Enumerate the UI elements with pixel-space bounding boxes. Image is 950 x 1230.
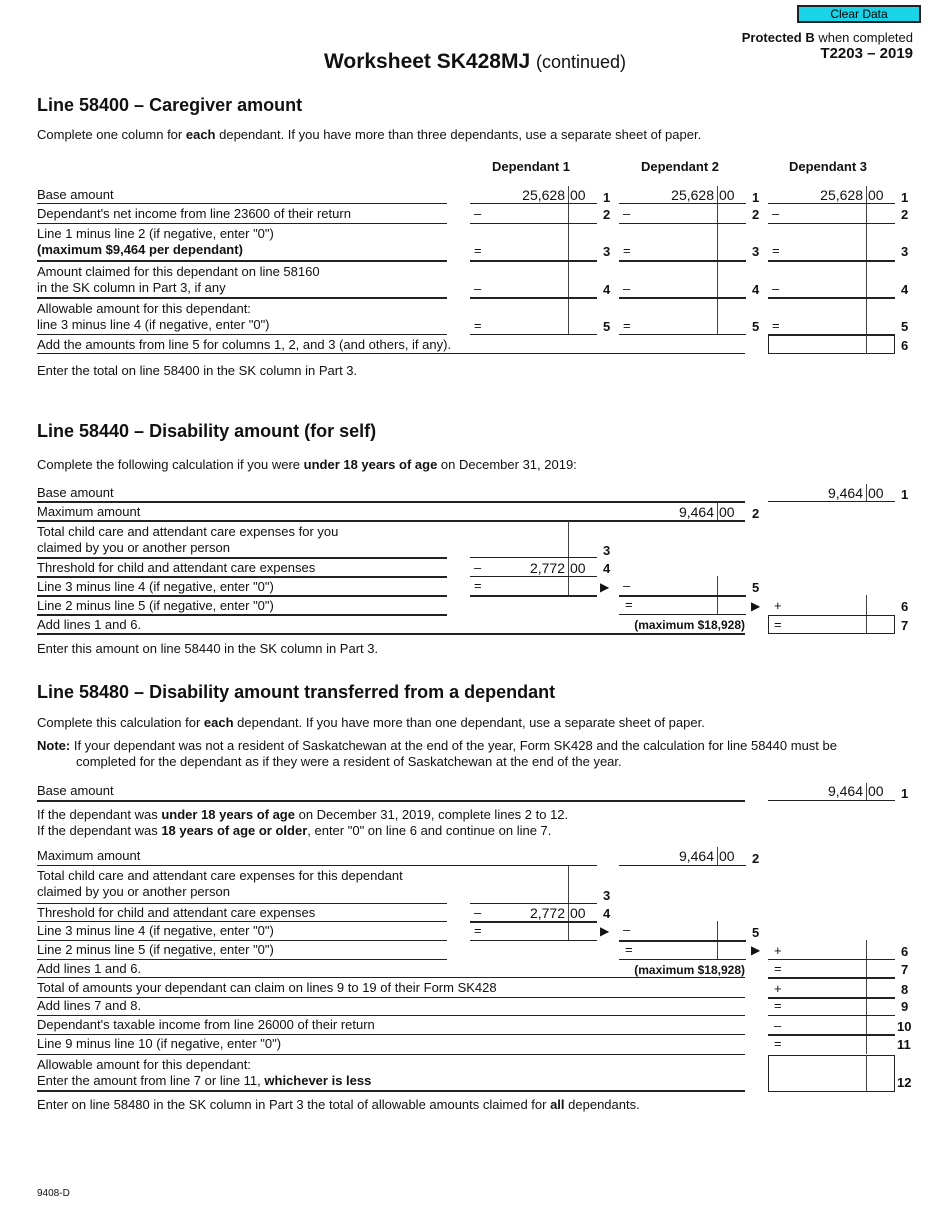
cond-text: If the dependant was <box>37 807 162 822</box>
intro-text: Complete this calculation for <box>37 715 204 730</box>
dt-line9-input[interactable] <box>785 998 863 1013</box>
ds-threshold-cents: 00 <box>570 560 586 576</box>
line-number: 3 <box>603 244 611 259</box>
line-number: 10 <box>897 1019 912 1034</box>
cond-text: on December 31, 2019, complete lines 2 to 12. <box>294 807 569 822</box>
column-header-dependant-2: Dependant 2 <box>641 159 720 174</box>
dep2-line5-input[interactable] <box>634 318 714 334</box>
cg-row5-label: Allowable amount for this dependant: <box>37 301 251 316</box>
cg-total-label: Add the amounts from line 5 for columns 1, 2, and 3 (and others, if any). <box>37 337 452 352</box>
dt-line7-input[interactable] <box>785 961 863 976</box>
dt-row3-label2: claimed by you or another person <box>37 884 230 899</box>
caregiver-intro <box>37 127 701 143</box>
ds-row4-label: Threshold for child and attendant care expenses <box>37 560 316 575</box>
dt-note-line2: completed for the dependant as if they were a resident of Saskatchewan at the end of the year. <box>76 754 622 769</box>
note-text: If your dependant was not a resident of Saskatchewan at the end of the year, Form SK428 and the calculation for line 58440 must be <box>70 738 837 753</box>
equals-icon: = <box>772 243 780 258</box>
dt-line8-input[interactable] <box>785 980 863 995</box>
line-number: 7 <box>901 618 909 633</box>
plus-icon: + <box>774 598 782 613</box>
equals-icon: = <box>474 318 482 333</box>
cg-row3-label-bold: (maximum $9,464 per dependant) <box>37 242 243 257</box>
dt-row2-label: Maximum amount <box>37 848 141 863</box>
ds-row5-label: Line 3 minus line 4 (if negative, enter "0") <box>37 579 274 594</box>
dep3-base-cents: 00 <box>868 187 884 203</box>
dt-note <box>37 738 837 754</box>
dep3-line2-input[interactable] <box>783 206 863 222</box>
line-number: 1 <box>603 190 611 205</box>
cg-row3-label: Line 1 minus line 2 (if negative, enter "0") <box>37 226 274 241</box>
form-id: T2203 – 2019 <box>820 45 913 62</box>
ds-threshold-amount: 2,772 <box>529 560 565 576</box>
dt-line10-input[interactable] <box>785 1017 863 1032</box>
intro-text: Complete the following calculation if you were <box>37 457 304 472</box>
dt-base-amount: 9,464 <box>827 783 863 799</box>
minus-icon: – <box>774 1018 782 1033</box>
protected-label <box>742 30 913 46</box>
line-number: 1 <box>901 786 909 801</box>
dep3-base-amount: 25,628 <box>820 187 863 203</box>
minus-icon: – <box>623 281 631 296</box>
dt-row9-label: Add lines 7 and 8. <box>37 998 142 1013</box>
line-number: 2 <box>752 207 760 222</box>
line-number: 4 <box>603 282 611 297</box>
ds-row7-label: Add lines 1 and 6. <box>37 617 142 632</box>
cond-text: If the dependant was <box>37 823 162 838</box>
dt-line11-input[interactable] <box>785 1036 863 1051</box>
dt-line12-input[interactable] <box>772 1074 862 1089</box>
cond-text: , enter "0" on line 6 and continue on line 7. <box>307 823 552 838</box>
line-number: 2 <box>901 207 909 222</box>
line-number: 2 <box>752 851 760 866</box>
dt-line6-mid-input[interactable] <box>634 942 714 958</box>
intro-bold: each <box>203 715 234 730</box>
line-number: 5 <box>901 319 909 334</box>
ds-line3-input[interactable] <box>475 540 565 556</box>
minus-icon: – <box>623 206 631 221</box>
equals-icon: = <box>474 578 482 593</box>
dep3-line5-input[interactable] <box>783 318 863 334</box>
dt-row8-label: Total of amounts your dependant can claim on lines 9 to 19 of their Form SK428 <box>37 980 497 995</box>
ds-line5-mid-input[interactable] <box>634 579 714 595</box>
dt-line3-input[interactable] <box>475 884 565 900</box>
ds-max-amount: 9,464 <box>678 504 714 520</box>
dep1-base-cents: 00 <box>570 187 586 203</box>
protected-rest: when completed <box>814 30 913 45</box>
dt-base-cents: 00 <box>868 783 884 799</box>
note-label: Note: <box>37 738 71 753</box>
equals-icon: = <box>625 942 633 957</box>
ds-row2-label: Maximum amount <box>37 504 141 519</box>
dt-condition-1 <box>37 807 568 823</box>
minus-icon: – <box>474 281 482 296</box>
label-bold: whichever is less <box>264 1073 372 1088</box>
dep1-base-amount: 25,628 <box>522 187 565 203</box>
ds-max-cents: 00 <box>719 504 735 520</box>
column-header-dependant-3: Dependant 3 <box>789 159 868 174</box>
line-number: 5 <box>752 580 760 595</box>
cg-row5-label2: line 3 minus line 4 (if negative, enter "0") <box>37 317 270 332</box>
dt-row7-label: Add lines 1 and 6. <box>37 961 142 976</box>
dep2-line2-input[interactable] <box>634 206 714 222</box>
equals-icon: = <box>774 998 782 1013</box>
intro-text: Complete one column for <box>37 127 186 142</box>
disability-transfer-heading: Line 58480 – Disability amount transferred from a dependant <box>37 682 556 702</box>
cg-row4-label2: in the SK column in Part 3, if any <box>37 280 226 295</box>
dt-line5-left-input[interactable] <box>485 923 565 939</box>
minus-icon: – <box>623 578 631 593</box>
dt-row12-label2 <box>37 1073 371 1089</box>
footer-text: dependants. <box>564 1097 640 1112</box>
dep1-line2-input[interactable] <box>485 206 565 222</box>
line-number: 3 <box>603 888 611 903</box>
dt-line5-mid-input[interactable] <box>634 923 714 939</box>
dt-row6-label: Line 2 minus line 5 (if negative, enter "0") <box>37 942 274 957</box>
dep2-base-amount: 25,628 <box>671 187 714 203</box>
plus-icon: + <box>774 981 782 996</box>
equals-icon: = <box>474 243 482 258</box>
line-number: 5 <box>603 319 611 334</box>
equals-icon: = <box>774 1036 782 1051</box>
dt-threshold-amount: 2,772 <box>529 905 565 921</box>
label-text: Enter the amount from line 7 or line 11, <box>37 1073 265 1088</box>
plus-icon: + <box>774 943 782 958</box>
line-number: 12 <box>897 1075 912 1090</box>
dt-condition-2 <box>37 823 551 839</box>
cg-row1-label: Base amount <box>37 187 114 202</box>
dt-row5-label: Line 3 minus line 4 (if negative, enter "0") <box>37 923 274 938</box>
dt-row4-label: Threshold for child and attendant care expenses <box>37 905 316 920</box>
dt-footer <box>37 1097 640 1113</box>
ds-row3-label2: claimed by you or another person <box>37 540 230 555</box>
ds-row1-label: Base amount <box>37 485 114 500</box>
line-number: 7 <box>901 962 909 977</box>
cond-bold: under 18 years of age <box>161 807 295 822</box>
intro-text: dependant. If you have more than one dependant, use a separate sheet of paper. <box>233 715 705 730</box>
line-number: 6 <box>901 338 909 353</box>
dt-row3-label: Total child care and attendant care expenses for this dependant <box>37 868 403 883</box>
line-number: 5 <box>752 925 760 940</box>
clear-data-button[interactable]: Clear Data <box>797 5 921 23</box>
equals-icon: = <box>625 597 633 612</box>
dep1-line3-input[interactable] <box>485 243 565 259</box>
ds-line6-input[interactable] <box>785 598 863 614</box>
dep3-line4-input[interactable] <box>783 281 863 297</box>
arrow-right-icon: ▶ <box>751 599 761 613</box>
dep3-line3-input[interactable] <box>783 243 863 259</box>
dt-max-amount: 9,464 <box>678 848 714 864</box>
line-number: 2 <box>752 506 760 521</box>
caregiver-heading: Line 58400 – Caregiver amount <box>37 95 303 115</box>
line-number: 3 <box>752 244 760 259</box>
caregiver-footer: Enter the total on line 58400 in the SK column in Part 3. <box>37 363 358 378</box>
dt-row11-label: Line 9 minus line 10 (if negative, enter "0") <box>37 1036 282 1051</box>
minus-icon: – <box>474 905 482 920</box>
line-number: 3 <box>901 244 909 259</box>
dt-max-cents: 00 <box>719 848 735 864</box>
line-number: 3 <box>603 543 611 558</box>
cg-row4-label: Amount claimed for this dependant on line 58160 <box>37 264 320 279</box>
line-number: 1 <box>752 190 760 205</box>
intro-bold: under 18 years of age <box>303 457 438 472</box>
line-number: 9 <box>901 999 909 1014</box>
dep2-line4-input[interactable] <box>634 281 714 297</box>
equals-icon: = <box>774 961 782 976</box>
line-number: 1 <box>901 487 909 502</box>
title-suffix: (continued) <box>535 52 627 72</box>
arrow-right-icon: ▶ <box>600 580 610 594</box>
cg-row2-label: Dependant's net income from line 23600 of their return <box>37 206 351 221</box>
title-main: Worksheet SK428MJ <box>323 50 531 73</box>
equals-icon: = <box>623 318 631 333</box>
ds-line7-input[interactable] <box>785 617 863 632</box>
arrow-right-icon: ▶ <box>600 924 610 938</box>
dt-max-note: (maximum $18,928) <box>634 963 745 977</box>
line-number: 5 <box>752 319 760 334</box>
ds-row6-label: Line 2 minus line 5 (if negative, enter "0") <box>37 598 274 613</box>
ds-base-cents: 00 <box>868 485 884 501</box>
dep1-line4-input[interactable] <box>485 281 565 297</box>
equals-icon: = <box>474 923 482 938</box>
equals-icon: = <box>623 243 631 258</box>
dt-line6-input[interactable] <box>785 943 863 958</box>
line-number: 1 <box>901 190 909 205</box>
dt-row10-label: Dependant's taxable income from line 26000 of their return <box>37 1017 375 1032</box>
dt-intro <box>37 715 705 731</box>
disability-self-heading: Line 58440 – Disability amount (for self) <box>37 421 377 441</box>
dt-base-label: Base amount <box>37 783 114 798</box>
minus-icon: – <box>474 206 482 221</box>
line-number: 2 <box>603 207 611 222</box>
column-header-dependant-1: Dependant 1 <box>492 159 571 174</box>
line-number: 4 <box>603 561 611 576</box>
minus-icon: – <box>772 206 780 221</box>
footer-bold: all <box>550 1097 565 1112</box>
form-code: 9408-D <box>37 1188 70 1199</box>
ds-footer: Enter this amount on line 58440 in the SK column in Part 3. <box>37 641 379 656</box>
intro-text: dependant. If you have more than three dependants, use a separate sheet of paper. <box>215 127 702 142</box>
intro-text: on December 31, 2019: <box>437 457 577 472</box>
line-number: 4 <box>901 282 909 297</box>
protected-b: Protected B <box>741 30 815 45</box>
ds-max-note: (maximum $18,928) <box>634 618 745 632</box>
page-title <box>0 50 950 74</box>
disability-self-intro <box>37 457 577 473</box>
equals-icon: = <box>774 617 782 632</box>
ds-line6-mid-input[interactable] <box>634 598 714 614</box>
ds-base-amount: 9,464 <box>827 485 863 501</box>
cond-bold: 18 years of age or older <box>161 823 308 838</box>
footer-text: Enter on line 58480 in the SK column in Part 3 the total of allowable amounts claimed for <box>37 1097 551 1112</box>
minus-icon: – <box>623 922 631 937</box>
line-number: 4 <box>603 906 611 921</box>
dep2-line3-input[interactable] <box>634 243 714 259</box>
ds-line5-left-input[interactable] <box>485 579 565 595</box>
arrow-right-icon: ▶ <box>751 943 761 957</box>
intro-bold: each <box>185 127 216 142</box>
line-number: 11 <box>897 1037 911 1052</box>
line-number: 8 <box>901 982 909 997</box>
dep1-line5-input[interactable] <box>485 318 565 334</box>
caregiver-total-input[interactable] <box>772 337 862 352</box>
dt-row12-label: Allowable amount for this dependant: <box>37 1057 251 1072</box>
minus-icon: – <box>474 560 482 575</box>
dep2-base-cents: 00 <box>719 187 735 203</box>
minus-icon: – <box>772 281 780 296</box>
equals-icon: = <box>772 318 780 333</box>
line-number: 6 <box>901 944 909 959</box>
ds-row3-label: Total child care and attendant care expenses for you <box>37 524 339 539</box>
dt-threshold-cents: 00 <box>570 905 586 921</box>
line-number: 4 <box>752 282 760 297</box>
line-number: 6 <box>901 599 909 614</box>
